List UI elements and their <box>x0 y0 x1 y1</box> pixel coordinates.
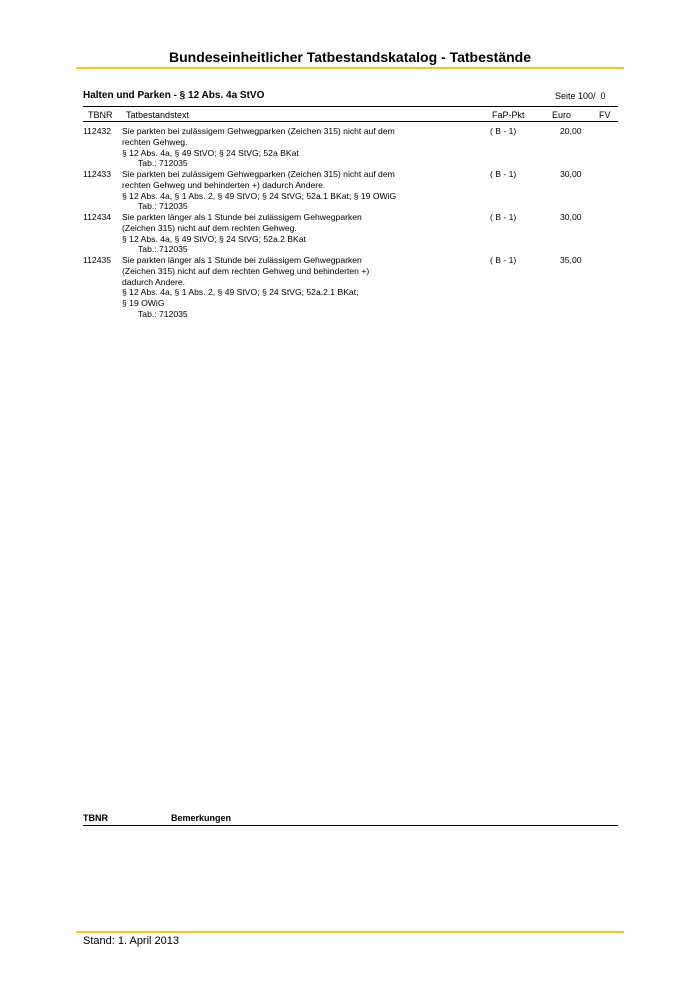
entry-text-line: § 12 Abs. 4a, § 49 StVO; § 24 StVG; 52a.2 BKat <box>122 233 306 244</box>
entry-euro: 35,00 <box>560 255 582 265</box>
entry-text-line: Sie parkten bei zulässigem Gehwegparken (Zeichen 315) nicht auf dem <box>122 169 395 179</box>
entry-text <box>122 126 462 169</box>
entry-text-line: rechten Gehweg. <box>122 136 188 147</box>
footer-stand-date: Stand: 1. April 2013 <box>83 935 180 947</box>
entry-fap: ( B - 1) <box>490 212 517 222</box>
entry-text-line: § 12 Abs. 4a, § 1 Abs. 2, § 49 StVO; § 24 StVG; 52a.1 BKat; § 19 OWiG <box>122 190 397 201</box>
entry-tbnr: 112433 <box>83 169 112 179</box>
entry-text-line: dadurch Andere. <box>122 276 186 287</box>
section-title: Halten und Parken - § 12 Abs. 4a StVO <box>83 90 265 101</box>
entry-euro: 20,00 <box>560 126 582 136</box>
entry-fap: ( B - 1) <box>490 255 517 265</box>
column-header-fap: FaP-Pkt <box>492 110 525 120</box>
entry-text <box>122 169 462 212</box>
entry-euro: 30,00 <box>560 169 582 179</box>
entry-text-line: § 12 Abs. 4a, § 49 StVO; § 24 StVG; 52a BKat <box>122 147 299 158</box>
remarks-tbnr-header: TBNR <box>83 813 108 823</box>
page-number: Seite 100/ 0 <box>555 91 606 101</box>
entry-text-line: (Zeichen 315) nicht auf dem rechten Gehweg. <box>122 222 297 233</box>
header-rule <box>76 67 624 69</box>
remarks-header: Bemerkungen <box>171 813 232 823</box>
entry-tab: Tab.: 712035 <box>138 201 188 212</box>
entry-text-line: Sie parkten länger als 1 Stunde bei zulässigem Gehwegparken <box>122 255 362 265</box>
column-header-euro: Euro <box>552 110 572 120</box>
footer-rule <box>76 931 624 933</box>
entry-tab: Tab.: 712035 <box>138 244 188 255</box>
remarks-rule <box>83 825 618 826</box>
column-header-rule <box>83 121 618 122</box>
section-rule <box>83 106 618 107</box>
column-header-text: Tatbestandstext <box>126 110 190 120</box>
entry-fap: ( B - 1) <box>490 126 517 136</box>
entry-text-line: Sie parkten bei zulässigem Gehwegparken (Zeichen 315) nicht auf dem <box>122 126 395 136</box>
entry-tbnr: 112435 <box>83 255 112 265</box>
entry-text-line: § 12 Abs. 4a, § 1 Abs. 2, § 49 StVO; § 24 StVG; 52a.2.1 BKat; <box>122 287 359 298</box>
entry-text <box>122 212 462 255</box>
column-header-tbnr: TBNR <box>88 110 113 120</box>
entry-fap: ( B - 1) <box>490 169 517 179</box>
entry-text-line: Sie parkten länger als 1 Stunde bei zulässigem Gehwegparken <box>122 212 362 222</box>
entry-text-line: (Zeichen 315) nicht auf dem rechten Gehweg und behinderten +) <box>122 265 370 276</box>
entry-tab: Tab.: 712035 <box>138 158 188 169</box>
entry-text-line: rechten Gehweg und behinderten +) dadurch Andere. <box>122 179 326 190</box>
entry-euro: 30,00 <box>560 212 582 222</box>
column-header-fv: FV <box>599 110 611 120</box>
document-title: Bundeseinheitlicher Tatbestandskatalog - Tatbestände <box>169 49 531 65</box>
entry-tab: Tab.: 712035 <box>138 308 188 319</box>
entry-tbnr: 112432 <box>83 126 112 136</box>
entry-text-line: § 19 OWiG <box>122 298 165 309</box>
entry-tbnr: 112434 <box>83 212 112 222</box>
entry-text <box>122 255 462 320</box>
